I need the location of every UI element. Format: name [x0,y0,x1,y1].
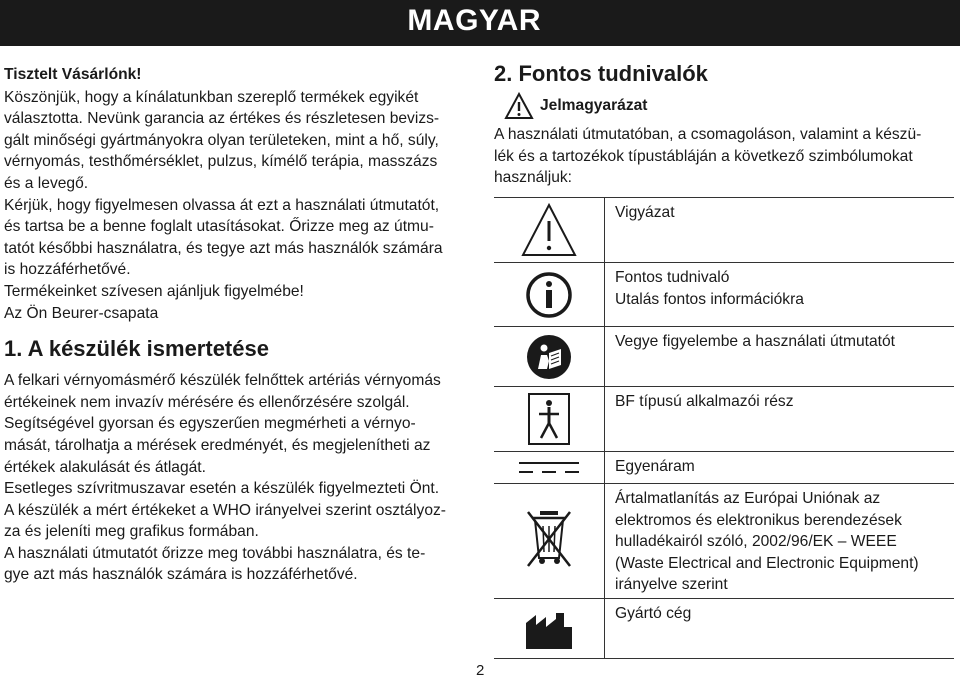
icon-cell [494,387,605,452]
request-line: tatót későbbi használatra, és tegye azt más használók számára [4,239,443,257]
table-row [494,452,954,484]
symbol-description: Ártalmatlanítás az Európai Uniónak az [615,490,881,507]
info-icon [525,271,573,319]
symbol-description: hulladékairól szóló, 2002/96/EK – WEEE [615,533,897,551]
icon-cell [494,452,605,484]
intro-line: és a levegő. [4,174,89,192]
greeting: Tisztelt Vásárlónk! [4,66,142,83]
symbol-description: Utalás fontos információkra [615,290,804,308]
section1-line: A használati útmutatót őrizze meg további használatra, és te- [4,544,426,562]
text-cell [605,387,955,452]
section1-paragraph [4,370,470,586]
legend-intro [494,124,954,189]
symbol-description: irányelve szerint [615,576,728,594]
icon-cell [494,198,605,263]
section1-line: értékek alakulását és átlagát. [4,458,206,476]
bf-applied-part-icon [527,392,571,446]
table-row [494,263,954,327]
symbol-description: Egyenáram [615,458,695,475]
request-paragraph [4,195,470,281]
table-row [494,599,954,659]
table-row [494,198,954,263]
text-cell [605,599,955,659]
icon-cell [494,327,605,387]
legend-title: Jelmagyarázat [540,97,648,115]
symbol-description: Fontos tudnivaló [615,269,730,286]
symbol-description: Vigyázat [615,204,675,221]
request-line: és tartsa be a benne foglalt utasításokat. Őrizze meg az útmu- [4,218,434,236]
icon-cell [494,263,605,327]
intro-line: Köszönjük, hogy a kínálatunkban szereplő termékek egyikét [4,88,419,106]
language-label: MAGYAR [407,4,541,37]
symbol-description: Vegye figyelembe a használati útmutatót [615,333,895,350]
symbol-description: Gyártó cég [615,605,692,622]
warning-triangle-icon [519,201,579,259]
table-row [494,484,954,599]
icon-cell [494,599,605,659]
signature-text: Az Ön Beurer-csapata [4,304,159,322]
language-header-bar [0,0,960,46]
manufacturer-icon [524,611,574,651]
legend-intro-line: lék és a tartozékok típustábláján a következő szimbólumokat [494,147,913,165]
symbol-table [494,197,954,659]
icon-cell [494,484,605,599]
symbol-description: (Waste Electrical and Electronic Equipment) [615,554,919,572]
section1-line: mását, tárolhatja a mérések eredményét, és megjelenítheti az [4,436,431,454]
section1-line: gye azt más használók számára is hozzáférhetővé. [4,566,358,584]
intro-line: gált minőségi gyártmányokra olyan területeken, mint a hő, súly, [4,131,439,149]
intro-line: választotta. Nevünk garancia az értékes és részletesen bevizs- [4,110,440,128]
right-column [494,60,954,189]
text-cell [605,484,955,599]
legend-intro-line: A használati útmutatóban, a csomagoláson, valamint a készü- [494,126,922,143]
section1-line: A készülék a mért értékeket a WHO irányelvei szerint osztályoz- [4,501,446,519]
section1-line: értékeinek nem invazív mérésére és ellenőrzésére szolgál. [4,393,410,411]
text-cell [605,452,955,484]
page-number: 2 [476,662,485,679]
section1-line: za és jeleníti meg grafikus formában. [4,523,259,541]
direct-current-icon [517,456,581,480]
request-line: Kérjük, hogy figyelmesen olvassa át ezt a használati útmutatót, [4,196,440,214]
symbol-description: BF típusú alkalmazói rész [615,393,794,410]
section2-title: 2. Fontos tudnivalók [494,61,708,86]
section1-line: Esetleges szívritmuszavar esetén a készülék figyelmezteti Önt. [4,480,440,498]
intro-paragraph [4,87,470,195]
weee-bin-icon [524,508,574,568]
request-line: is hozzáférhetővé. [4,261,131,279]
legend-heading [494,92,954,120]
text-cell [605,198,955,263]
read-manual-icon [525,333,573,381]
warning-triangle-icon [504,92,534,120]
text-cell [605,263,955,327]
intro-line: vérnyomás, testhőmérséklet, pulzus, kímélő terápia, masszázs [4,153,438,171]
text-cell [605,327,955,387]
section1-title: 1. A készülék ismertetése [4,336,269,362]
table-row [494,387,954,452]
symbol-description: elektromos és elektronikus berendezések [615,511,902,529]
left-column [4,64,470,586]
section1-line: Segítségével gyorsan és egyszerűen megmérheti a vérnyo- [4,415,416,433]
closing-text: Termékeinket szívesen ajánljuk figyelmébe! [4,282,304,300]
section1-line: A felkari vérnyomásmérő készülék felnőttek artériás vérnyomás [4,372,441,390]
table-row [494,327,954,387]
legend-intro-line: használjuk: [494,169,573,187]
